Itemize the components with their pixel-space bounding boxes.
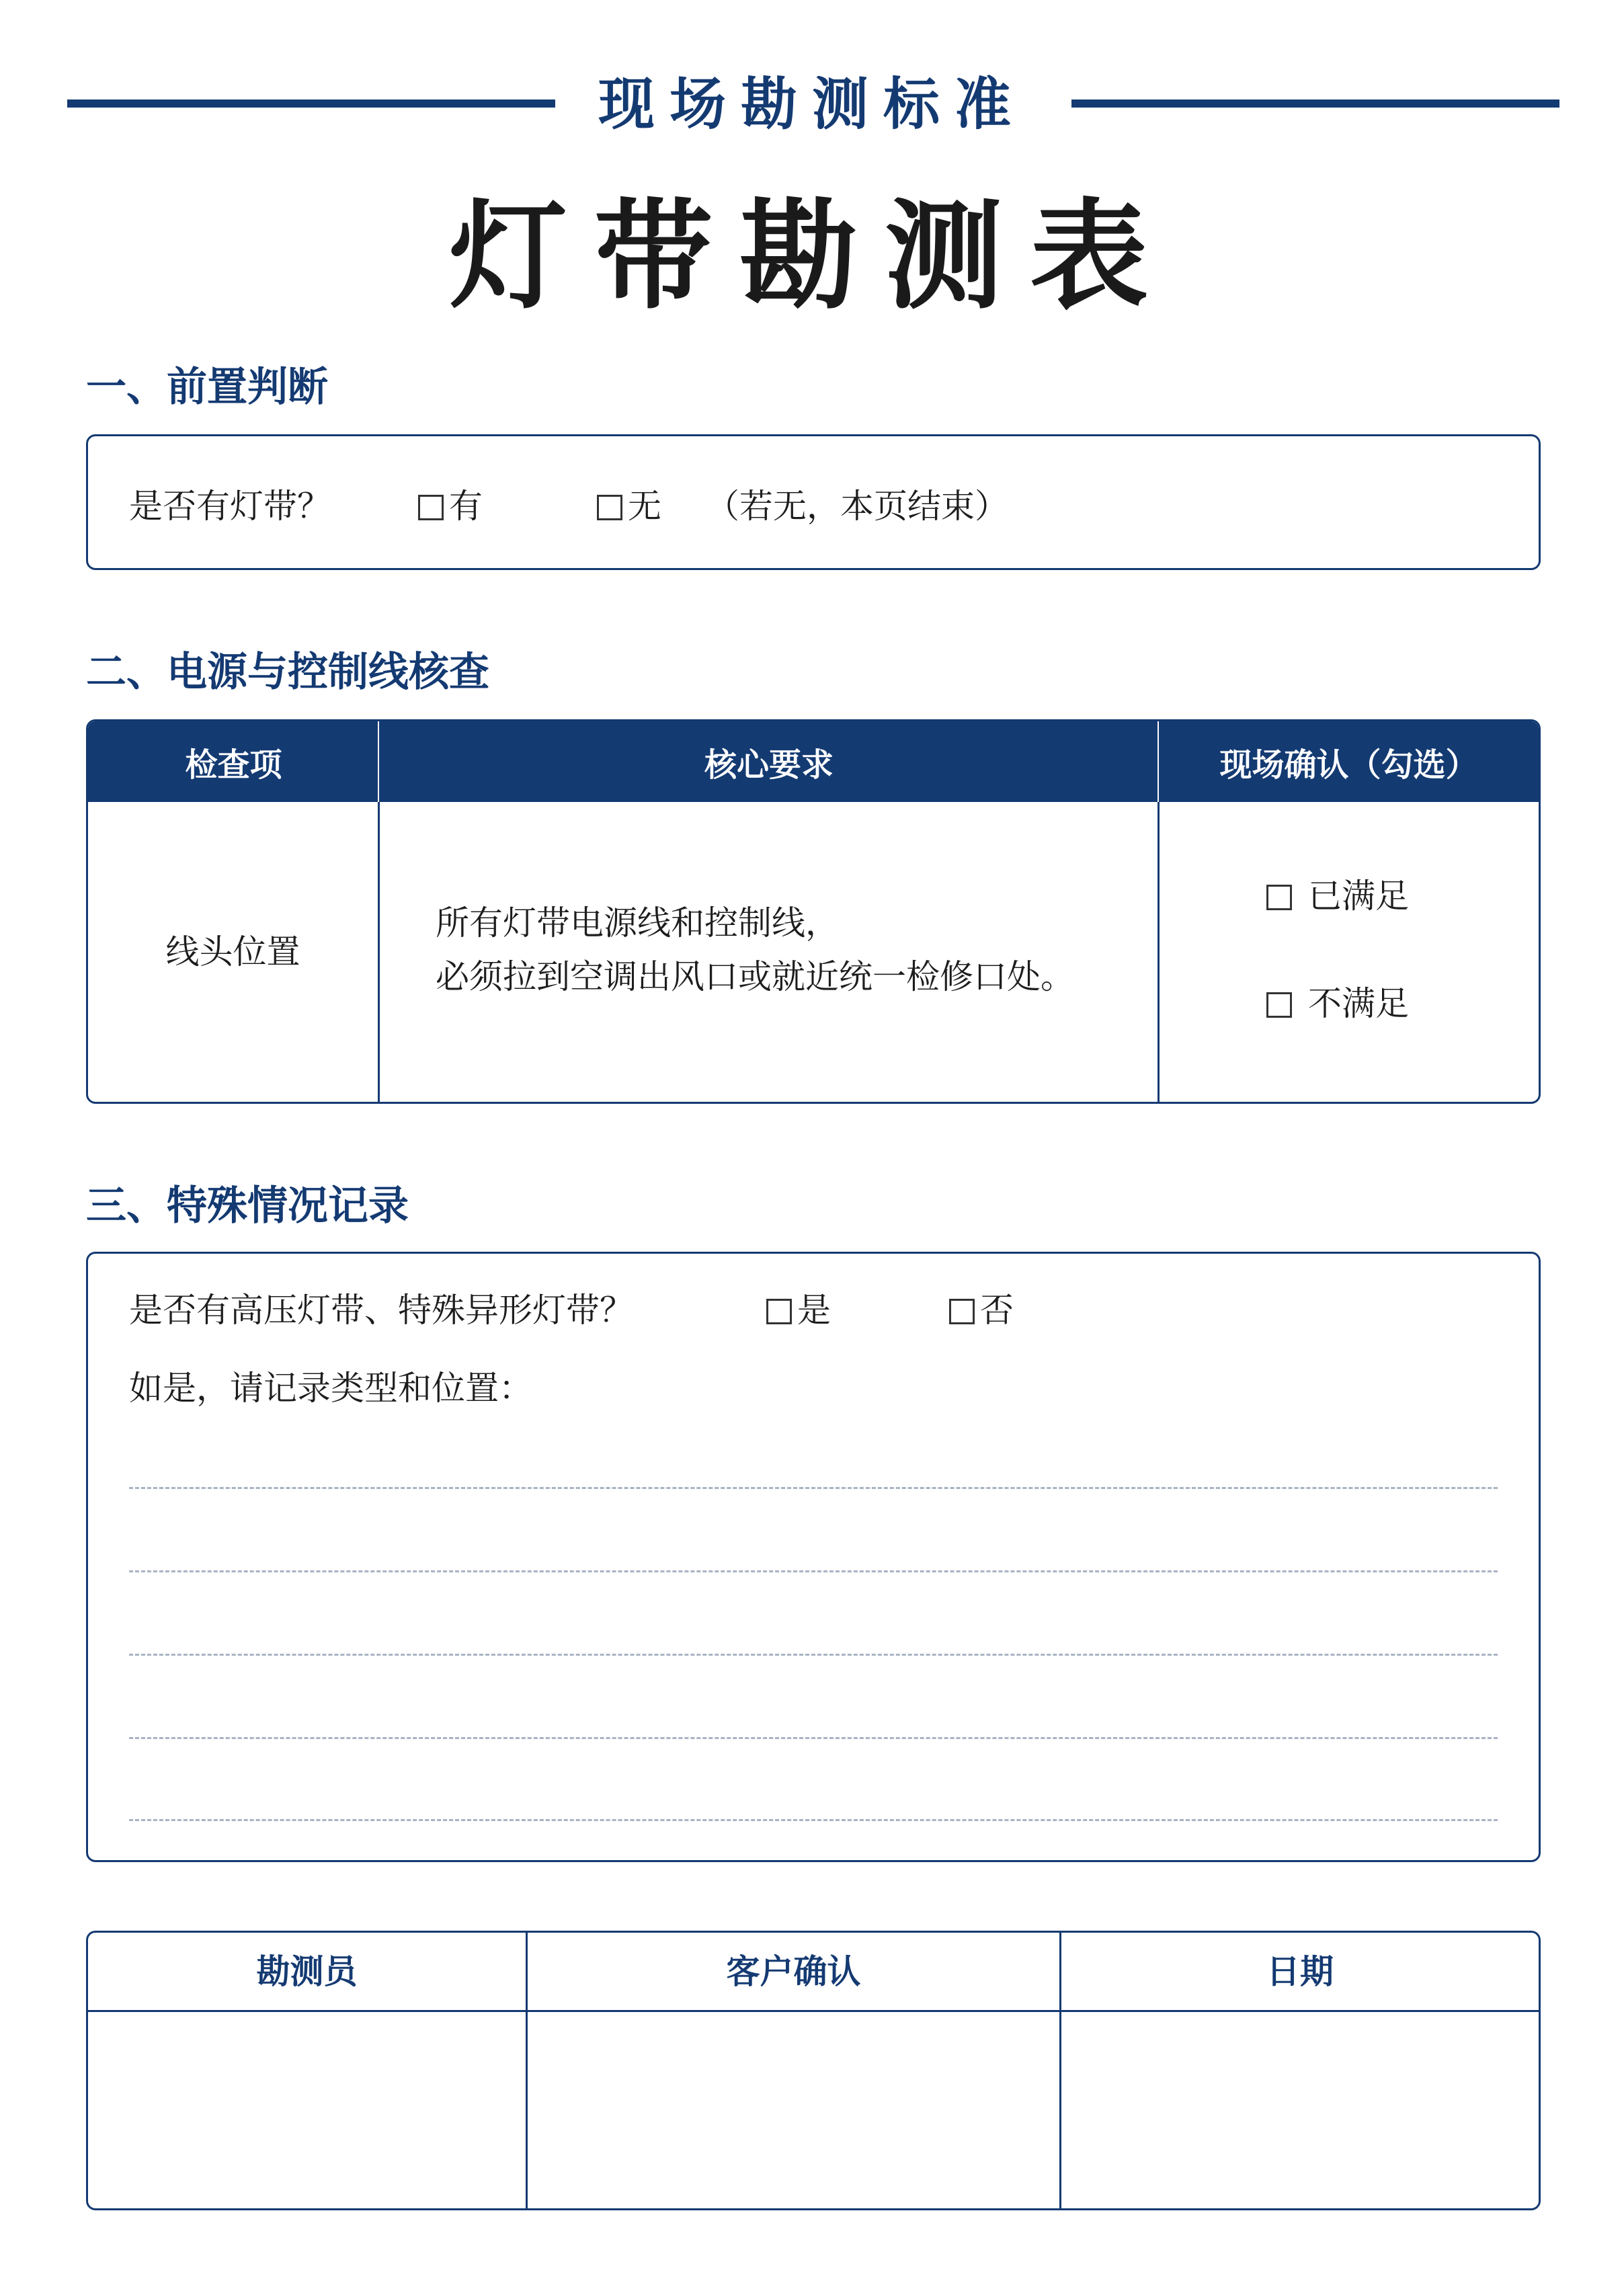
table-header-requirement: 核心要求 — [379, 721, 1159, 802]
signature-header-surveyor: 勘测员 — [256, 1952, 358, 1991]
write-line[interactable] — [129, 1570, 1498, 1572]
header-divider — [378, 721, 379, 802]
signature-cell-customer[interactable] — [528, 2012, 1059, 2208]
section1-note: （若无，本页结束） — [706, 487, 1008, 526]
top-title: 现场勘测标准 — [598, 71, 1026, 137]
section3-question: 是否有高压灯带、特殊异形灯带？ — [129, 1291, 633, 1330]
option-not-met[interactable] — [1266, 980, 1409, 1027]
header-divider — [1158, 721, 1159, 802]
section1-title: 一、前置判断 — [86, 364, 328, 411]
section3-option-no[interactable] — [949, 1287, 1014, 1334]
section2-title: 二、电源与控制线核查 — [86, 649, 489, 696]
section3-prompt: 如是，请记录类型和位置： — [129, 1369, 532, 1408]
checkbox-icon[interactable] — [1266, 992, 1292, 1018]
checkbox-icon[interactable] — [1266, 885, 1292, 910]
signature-header-date: 日期 — [1266, 1952, 1334, 1991]
option-label: 否 — [980, 1291, 1014, 1330]
write-line[interactable] — [129, 1654, 1498, 1656]
signature-cell-date[interactable] — [1061, 2012, 1539, 2208]
signature-header-customer: 客户确认 — [726, 1952, 861, 1991]
checkbox-icon[interactable] — [597, 495, 622, 520]
option-label: 不满足 — [1308, 984, 1409, 1023]
write-line[interactable] — [129, 1819, 1498, 1821]
section3-box — [86, 1252, 1541, 1862]
table-cell-requirement-line2: 必须拉到空调出风口或就近统一检修口处。 — [436, 957, 1074, 996]
signature-cell-surveyor[interactable] — [88, 2012, 526, 2208]
checkbox-icon[interactable] — [949, 1299, 975, 1324]
page-title: 灯带勘测表 — [448, 188, 1175, 325]
table-header-item: 检查项 — [88, 721, 379, 802]
checkbox-icon[interactable] — [766, 1299, 792, 1324]
section3-title: 三、特殊情况记录 — [86, 1182, 409, 1230]
write-line[interactable] — [129, 1487, 1498, 1489]
table-cell-item: 线头位置 — [165, 932, 300, 971]
option-met[interactable] — [1266, 873, 1409, 920]
option-label: 是 — [797, 1291, 831, 1330]
section1-option-yes[interactable] — [418, 483, 483, 530]
table-cell-requirement-line1: 所有灯带电源线和控制线， — [436, 903, 839, 942]
option-label: 有 — [449, 487, 483, 526]
checkbox-icon[interactable] — [418, 495, 444, 520]
table-header-confirm: 现场确认（勾选） — [1159, 721, 1539, 802]
section1-question: 是否有灯带？ — [129, 487, 331, 526]
option-label: 已满足 — [1308, 877, 1409, 916]
write-line[interactable] — [129, 1737, 1498, 1739]
option-label: 无 — [628, 487, 661, 526]
section1-option-no[interactable] — [597, 483, 661, 530]
section3-option-yes[interactable] — [766, 1287, 831, 1334]
